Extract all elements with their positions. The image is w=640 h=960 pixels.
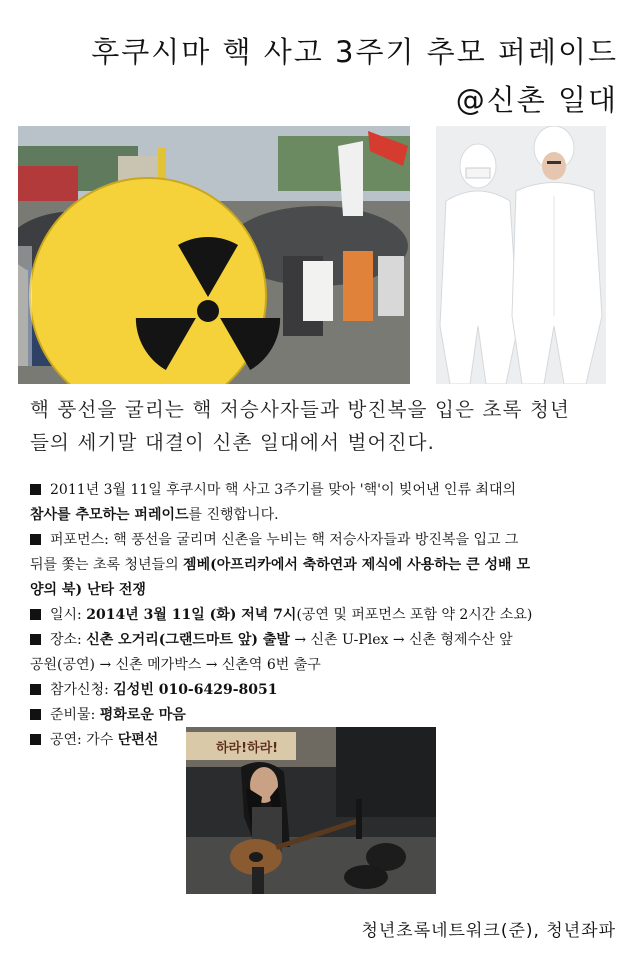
square-bullet-icon: [30, 684, 41, 695]
detail-highlight: 양의 북) 난타 전쟁: [30, 582, 146, 598]
square-bullet-icon: [30, 709, 41, 720]
guitarist-photo: [186, 727, 436, 894]
detail-performance: [30, 528, 620, 603]
detail-text: 공원(공연) → 신촌 메가박스 → 신촌역 6번 출구: [30, 657, 321, 673]
protective-suits-art: [436, 126, 606, 384]
detail-highlight: 참사를 추모하는 퍼레이드: [30, 507, 189, 523]
detail-label: 준비물:: [50, 707, 100, 723]
photo-caption-line: 핵 풍선을 굴리는 핵 저승사자들과 방진복을 입은 초록 청년: [30, 398, 571, 421]
detail-highlight: 단편선: [117, 732, 159, 748]
page-title: 후쿠시마 핵 사고 3주기 추모 퍼레이드: [91, 35, 618, 69]
guitar-banner-text: 하라!하라!: [216, 741, 279, 756]
protective-suits-photo: [436, 126, 606, 384]
photo-caption-line: 들의 세기말 대결이 신촌 일대에서 벌어진다.: [30, 431, 436, 454]
detail-highlight: 젬베(아프리카에서 축하연과 제식에 사용하는 큰 성배 모: [183, 557, 530, 573]
detail-place: [30, 628, 620, 678]
detail-label: 참가신청:: [50, 682, 114, 698]
detail-signup: [30, 678, 620, 703]
detail-text: 퍼포먼스: 핵 풍선을 굴리며 신촌을 누비는 핵 저승사자들과 방진복을 입고 그: [50, 532, 519, 548]
detail-label: 일시:: [50, 607, 87, 623]
protest-photo: [18, 126, 410, 384]
protest-photo-art: [18, 126, 410, 384]
detail-text: 2011년 3월 11일 후쿠시마 핵 사고 3주기를 맞아 '핵'이 빚어낸 인류 최대의: [50, 482, 517, 498]
square-bullet-icon: [30, 634, 41, 645]
detail-highlight: 신촌 오거리(그랜드마트 앞) 출발: [86, 632, 290, 648]
detail-highlight: 2014년 3월 11일 (화) 저녁 7시: [86, 607, 297, 623]
detail-text: → 신촌 U-Plex → 신촌 형제수산 앞: [289, 632, 513, 648]
square-bullet-icon: [30, 534, 41, 545]
detail-text: 를 진행합니다.: [188, 507, 279, 523]
detail-label: 장소:: [50, 632, 87, 648]
detail-text: 뒤를 쫓는 초록 청년들의: [30, 557, 184, 573]
square-bullet-icon: [30, 734, 41, 745]
square-bullet-icon: [30, 484, 41, 495]
page-subtitle-location: @신촌 일대: [455, 83, 618, 117]
detail-date: [30, 603, 620, 628]
detail-label: 공연: 가수: [50, 732, 118, 748]
detail-intro: [30, 478, 620, 528]
detail-text: (공연 및 퍼포먼스 포함 약 2시간 소요): [296, 607, 533, 623]
detail-prep: [30, 703, 620, 728]
square-bullet-icon: [30, 609, 41, 620]
detail-highlight: 평화로운 마음: [99, 707, 186, 723]
detail-highlight: 김성빈 010-6429-8051: [113, 682, 278, 698]
organizer-credit: 청년초록네트워크(준), 청년좌파: [361, 921, 616, 941]
